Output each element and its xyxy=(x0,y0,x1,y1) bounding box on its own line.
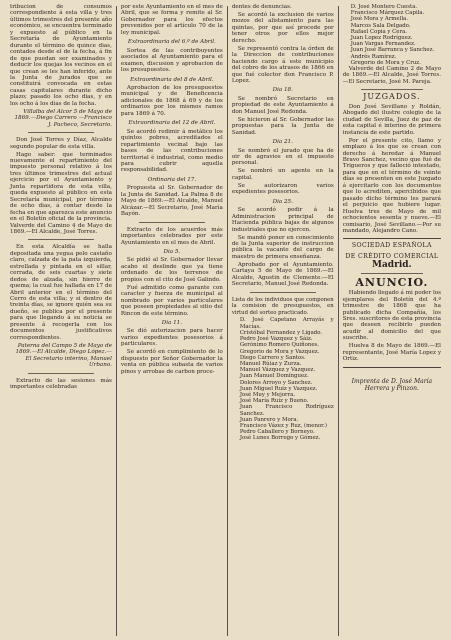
paragraph: Se mandó poner en conocimiento de la Junta superior de instruccion pública la vacante del cargo de maestro de primera enseñanza. xyxy=(231,234,334,260)
paragraph: tribucion de consumos correspondiente á esta villa y tres últimos trimestres del presente año económico, se encuentra terminado y expuesto al público en la Secretaría de Ayuntamiento durante el término de quince dias, contados desde el de la fecha, á fin de que puedan ser examinados y deducir los quejas los vecinos en el que crean se les han inferido, ante la Junta de jurados que se constituirá convocada en estas casas capitulares durante dicho plazo; pasado los ocho dias, y en los ocho á los dias de la fecha. xyxy=(10,4,112,107)
paragraph: por este Ayuntamiento en el mes de Abril, que se forma y remite al Sr. Gobernador para los efectos prevenidos por el artículo 70 de la ley municipal. xyxy=(120,4,223,36)
section-heading-juzgados: JUZGADOS. xyxy=(363,92,421,102)
paragraph: dentes de denuncias. xyxy=(231,4,292,10)
paragraph: Se acordó en cumplimiento de lo dispuesto por Señor Gobernador la venta en pública subasta de varios pinos y arrobas de carbon proce- xyxy=(120,349,223,375)
paragraph: Se acordó redimir á metálico los quintos pobres, acreditados el repartimiento vecinal bajo las bases de las contribuciones territorial é industrial, como medio para cubrir aquella responsabilidad. xyxy=(120,128,223,174)
divider xyxy=(250,292,316,293)
list-item: Cristóbal Fernandez y Ligado. xyxy=(239,329,323,336)
city-heading: Madrid. xyxy=(372,260,412,271)
printer-imprint xyxy=(343,378,441,392)
list-item: Gregorio de Mora y Vazquez. xyxy=(239,348,320,355)
session-title: Extraordinaria del 12 de Abril. xyxy=(128,120,216,127)
day-title: Dia 11. xyxy=(161,319,182,326)
paragraph: Se dió autorizacion para hacer varios expedientes posesorios á particulares. xyxy=(120,328,223,348)
company-name: SOCIEDAD ESPAÑOLA xyxy=(351,242,432,250)
paragraph: Se acordó la exclusion de varios mozos del alistamiento para las quintas, por que así procede por tener otros por ellos mejor derecho. xyxy=(231,11,334,44)
divider xyxy=(361,273,423,274)
column-3 xyxy=(228,4,338,636)
list-item: Diego Carrero y Santos. xyxy=(239,354,306,361)
divider xyxy=(139,222,205,223)
divider xyxy=(28,239,94,240)
paragraph: Propuesta al Sr. Gobernador de la Junta de Sanidad. La Palma 8 de Mayo de 1869.—El Alcalde, Manuel Alcázar.—El Secretario, José María Bayón. xyxy=(120,185,223,218)
list-item: Marcos Sala Delgado. xyxy=(350,22,411,29)
list-item: D. José Montero Cuesta. xyxy=(350,4,418,10)
list-item: José María Ruiz y Bueno. xyxy=(239,398,309,405)
paragraph: Se nombró Secretario en propiedad de este Ayuntamiento á don Manuel José Redonda. xyxy=(231,95,334,115)
paragraph: Se acordó pedir á la Administracion principal de Hacienda pública bajas de algunos industriales que no ejercen. xyxy=(231,207,334,233)
list-item: Juan José Barranca y Sanchez. xyxy=(350,47,435,54)
paragraph: Se hicieron al Sr. Gobernador las propuestas para la Junta de Sanidad. xyxy=(231,116,334,136)
column-4 xyxy=(339,4,445,636)
list-item: José Mora y Armella. xyxy=(350,16,408,23)
session-title: Extraordinaria del 8 de Abril. xyxy=(130,76,214,83)
list-item: Juan Miguel Ruiz y Vazquez. xyxy=(239,385,318,392)
list-item: José Muy y Mejorra. xyxy=(239,391,296,398)
paragraph: Don José Torres y Díaz, Alcalde segundo popular de esta villa. xyxy=(10,137,112,150)
divider xyxy=(343,367,441,368)
day-title: Dia 18. xyxy=(272,87,293,94)
list-item: Dolores Arroyo y Sanchez. xyxy=(239,379,313,386)
column-1 xyxy=(6,4,116,636)
paragraph: Se representó contra la órden de la Direccion de contribuciones haciendo cargo á este municipio del cobro de los atrasos de 1866 en que fué colector don Francisco P. Lopez. xyxy=(231,45,334,84)
column-2 xyxy=(117,4,227,636)
list-item: Francisco Márquez Capila. xyxy=(350,10,425,17)
list-item: Andrés Ramírez. xyxy=(350,53,397,60)
list-item: Juan Lopez Rodríguez. xyxy=(350,35,413,42)
announcement-heading: ANUNCIO. xyxy=(355,275,429,289)
divider xyxy=(28,132,94,133)
paragraph: Por el presente cito, llamo y emplazo á los que se crean con derecho á heredar á Manuel Bravo Sanchez, vecino que fué de Trigueros y que falleció intestado, para que en el término de veinte días se presenten en este Juzgado á ejercitarlo con los documentos que lo acrediten, apercibidos que pasado dicho término les parará el perjuicio que hubiere lugar. Huelva tres de Mayo de mil ochocientos sesenta y nueve.—El comisario, José Sevillano.—Por su mandado, Alejandro Cano. xyxy=(342,137,441,234)
day-title: Dia 25. xyxy=(272,198,293,205)
divider xyxy=(343,238,441,239)
list-item: Gregorio de Mora y Cruz. xyxy=(350,59,421,66)
list-item: Manuel Vázquez y Vazquez. xyxy=(239,367,316,374)
list-item: Juan Manuel Domínguez. xyxy=(239,373,309,380)
signature: Paterna del Campo 5 de Mayo de 1869.—El Alcalde, Diego López.—El Secretario interino, Manuel Urbano. xyxy=(15,342,112,369)
list-item: Pedro José Vazquez y Sáiz. xyxy=(239,336,313,343)
list-item: Gerónimo Romero Quiñones. xyxy=(239,342,320,349)
paragraph: Se nombró un agente en la capital. xyxy=(231,168,334,181)
list-item: Juan Panrero y Mora. xyxy=(239,416,299,423)
signature: Villalba del Alcor 5 de Mayo de 1869.—Diego Carrero —Francisco J. Pacheco, Secretario. xyxy=(14,108,112,128)
paragraph: Se nombró el jurado que ha de oir de agravios en el impuesto personal. xyxy=(231,147,334,167)
printer-line-1: Imprenta de D. José María xyxy=(351,377,433,385)
paragraph: Fué admitido como garante con caracter y fuerza de municipal al nombrado por varios particulares que poseen propiedades al sitio del Rincon de este término. xyxy=(120,284,223,317)
paragraph: Se pidió al Sr. Gobernador llevar acabo el deslinde que ya tiene ordenado de los terrenos de propios con el cito de José Galindo. xyxy=(120,257,223,283)
paragraph: Sortea de las contribuyentes asociados al Ayuntamiento para el examen, discusion y aprobacion de los presupuestos. xyxy=(120,47,223,74)
divider xyxy=(28,373,94,374)
session-title: Extraordinaria del 6.º de Abril. xyxy=(127,39,216,46)
list-item: Francisco Vázez y Ruz, (menor.) xyxy=(239,422,327,429)
paragraph: Don José Sevillano y Roldán, Abogado del ilustre colegio de la ciudad de Sevilla, Juez de paz de esta capital é interino de primera instancia de este partido. xyxy=(342,103,441,136)
list-item: D. José Capetano Arrayás y Macías. xyxy=(239,317,334,330)
day-title: Dia 5. xyxy=(163,248,181,255)
paragraph: Extracto de los acuerdos más importantes celebrados por este Ayuntamiento en el mes de Abril. xyxy=(120,226,223,246)
list-item: Rafael Copia y Cera. xyxy=(350,28,408,35)
list-item: Pedro Caballero y Borneyo. xyxy=(239,429,315,436)
paragraph: Se autorizaron varios expedientes posesorios. xyxy=(231,182,334,196)
paragraph: Aprobado por el Ayuntamiento. Cartaya 5 de Mayo de 1869.—El Alcalde, Agustin de Clemente.—El Secretario, Manuel José Redonda. xyxy=(231,261,334,288)
company-name-2: DE CRÉDITO COMERCIAL xyxy=(345,252,439,260)
paragraph: Hago saber: que terminados nuevamente el repartimiento del impuesto personal relativo á los tres últimos trimestres del actual ejercicio por el Ayuntamiento y Junta repartidora de esta villa, queda expuesto al público en esta Secretaría municipal, por término de ocho dias, á contar desde la fecha en que aparezca este anuncio en el Boletín oficial de la provincia. Valverde del Camino 4 de Mayo de 1869.—El Alcalde, José Torres. xyxy=(10,151,112,235)
paragraph: Huelva 8 de Mayo de 1869.—El representante, José María Lopez y Ortiz. xyxy=(342,343,441,363)
name-list xyxy=(343,4,441,66)
list-heading: Lista de los individuos que componen la comision de presupuestos, en virtud del sorteo practicado. xyxy=(231,296,334,316)
name-list xyxy=(232,317,334,441)
printer-line-2: Herrera y Pinzon. xyxy=(364,384,419,392)
list-item: Juan Francisco Rodríguez Sanchez. xyxy=(239,404,334,417)
paragraph: Extracto de las sesiones más importantes celebradas xyxy=(10,377,112,390)
divider xyxy=(361,89,423,90)
list-item: Juan Vargas Fernandez. xyxy=(350,41,416,48)
list-item: Manuel Rúiaz y Zurza. xyxy=(239,360,302,367)
paragraph: Aprobacion de los presupuestos municipal y de Beneficencia adicionales de 1868 á 69 y de los ordinarios por los mismos ramos para 1869 á 70. xyxy=(120,84,223,117)
paragraph: En esta Alcaldía se halla depositada una yegua pelo castaño claro, calzada de la pata izquierda, estrellada y pintada en el sillar, cerrada, de seis cuartas y siete dedos de alzada, sin hierro de quema; la cual fue hallada en 17 de Abril anterior en el término del Cerro de esta villa; y si dentro de treinta días, se ignore quién sea su dueño, se publica por el presente para que llegando á su noticia se presente á recogerla con los documentos justificativos correspondientes. xyxy=(10,244,112,341)
list-item: José Lunes Borrego y Gómez. xyxy=(239,435,321,442)
paragraph: Habiendo llegado á mi poder los ejemplares del Boletín del 4.º trimestre de 1868 que ha publicado dicha Compañía, los Sres. suscritores de esta provincia que deseen recibirlo pueden acudir al domicilio del que suscribe. xyxy=(342,290,441,342)
session-title: Ordinaria del 17. xyxy=(147,176,197,183)
signature: Valverde del Camino 2 de Mayo de 1869.—El Alcalde, José Torres.—El Secretario, José M. Pareja. xyxy=(342,66,441,85)
day-title: Dia 21. xyxy=(272,139,293,146)
